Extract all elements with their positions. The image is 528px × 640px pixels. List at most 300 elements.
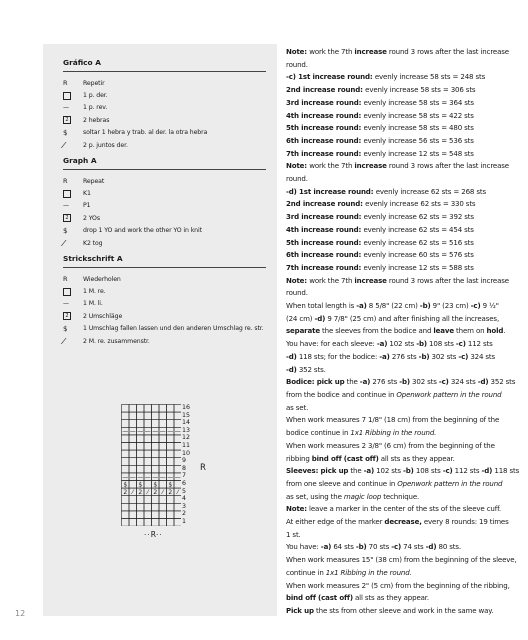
chart-cell <box>137 458 145 466</box>
text-segment: decrease, <box>384 517 422 527</box>
chart-cell <box>174 481 181 489</box>
text-line <box>286 541 491 554</box>
chart-cell <box>152 519 160 527</box>
text-segment: continue in <box>286 567 326 577</box>
chart-cell <box>122 435 130 443</box>
text-line <box>286 173 491 186</box>
text-segment: -a) <box>376 339 388 349</box>
legend-label: 1 p. der. <box>83 92 108 100</box>
text-segment: 1 st. <box>286 529 301 539</box>
text-segment: 276 sts <box>389 351 419 361</box>
chart-stitch-symbol: — <box>137 474 144 481</box>
text-line <box>286 491 491 504</box>
legend-row <box>63 175 266 187</box>
repeat-symbol-icon: R <box>63 79 68 88</box>
text-line <box>286 46 509 59</box>
chart-cell <box>129 465 137 473</box>
chart-cell <box>122 412 130 420</box>
chart-cell <box>174 511 181 519</box>
chart-cell <box>174 496 181 504</box>
chart-stitch-symbol: ⁄ <box>147 489 149 497</box>
chart-cell <box>174 443 181 451</box>
text-segment: all sts as they appear. <box>378 453 455 463</box>
chart-cell <box>144 420 152 428</box>
text-segment: 6th increase round: <box>286 135 364 145</box>
text-segment: -b) <box>418 351 430 361</box>
text-segment: 5th increase round: <box>286 123 364 133</box>
text-segment: -a) <box>359 377 371 387</box>
chart-cell <box>167 519 175 527</box>
text-segment: as set, using the <box>286 491 344 501</box>
chart-stitch-symbol: $ <box>168 481 173 489</box>
text-segment: -b) <box>403 466 414 476</box>
text-segment: 118 sts; for the bodice: <box>296 351 380 361</box>
text-line <box>286 237 491 250</box>
text-segment: 70 sts <box>366 542 392 552</box>
text-segment: bind off (cast off) <box>286 593 353 603</box>
chart-stitch-symbol: — <box>144 428 151 436</box>
chart-stitch-symbol: ⁄ <box>132 489 134 497</box>
text-segment: round. <box>286 59 308 69</box>
text-segment: increase <box>354 47 387 56</box>
text-segment: 4th increase round: <box>286 110 364 120</box>
legend-label: Repeat <box>83 177 105 185</box>
text-segment: When work measures 15" (38 cm) from the beginning of the sleeve, <box>286 555 517 565</box>
chart-cell <box>159 405 167 413</box>
text-line <box>286 122 491 135</box>
text-segment: the sleeves from the bodice and <box>319 326 434 336</box>
text-segment: -d) <box>477 377 489 387</box>
text-line <box>286 503 501 516</box>
text-segment: 7th increase round: <box>286 262 364 272</box>
text-segment: all sts as they appear. <box>352 593 429 603</box>
chart-stitch-symbol: — <box>167 428 174 436</box>
text-line <box>286 402 491 415</box>
chart-cell <box>167 443 175 451</box>
legend-row <box>63 298 266 310</box>
legend-label: 1 Umschlag fallen lassen und den anderen Umschlag re. str. <box>83 325 264 333</box>
chart-cell <box>137 496 145 504</box>
chart-stitch-symbol: $ <box>138 481 143 489</box>
chart-cell <box>122 465 130 473</box>
chart-cell <box>152 420 160 428</box>
double-yo-symbol-icon: 2 <box>63 116 71 124</box>
text-segment: 112 sts <box>452 466 482 476</box>
text-segment: (24 cm) <box>286 313 315 323</box>
legend-label: K1 <box>83 190 91 198</box>
text-segment: increase <box>354 161 387 171</box>
legend-row <box>63 212 266 224</box>
text-segment: -d) <box>481 466 493 476</box>
text-segment: round. <box>286 174 308 184</box>
legend-row <box>63 285 266 297</box>
text-segment: When work measures 7 1/8" (18 cm) from the beginning of the <box>286 415 500 425</box>
text-segment: evenly increase 60 sts = 576 sts <box>363 250 474 260</box>
chart-cell <box>167 511 175 519</box>
chart-cell <box>129 458 137 466</box>
text-segment: 3rd increase round: <box>286 97 364 107</box>
text-segment: 324 sts <box>448 377 478 387</box>
text-segment: -c) <box>438 377 449 387</box>
chart-stitch-symbol: — <box>167 474 174 481</box>
text-segment: Note: <box>286 47 310 56</box>
legend-label: K2 tog <box>83 239 103 247</box>
text-segment: 2nd increase round: <box>286 85 366 95</box>
chart-cell <box>129 503 137 511</box>
chart-cell <box>144 412 152 420</box>
chart-stitch-symbol: — <box>129 428 136 436</box>
chart-cell <box>144 458 152 466</box>
text-line <box>286 414 500 427</box>
text-segment: increase <box>354 275 387 285</box>
knit-symbol-icon <box>63 92 71 100</box>
text-segment: -d) <box>314 313 326 323</box>
chart-cell <box>159 450 167 458</box>
text-segment: evenly increase 58 sts = 422 sts <box>363 110 474 120</box>
legend-row <box>63 310 266 322</box>
chart-cell <box>159 496 167 504</box>
stitch-chart-grid <box>121 404 181 526</box>
text-segment: round 3 rows after the last increase <box>386 161 509 171</box>
drop-yo-symbol-icon: $ <box>63 226 68 235</box>
row-number: 15 <box>182 411 191 419</box>
legend-label: Wiederholen <box>83 275 121 283</box>
text-segment: bind off (cast off) <box>311 453 379 463</box>
text-line <box>286 427 491 440</box>
chart-stitch-symbol: — <box>159 474 166 481</box>
text-segment: 302 sts <box>409 377 439 387</box>
k2tog-symbol-icon: ⁄ <box>63 238 65 248</box>
text-segment: evenly increase 12 sts = 588 sts <box>363 262 474 272</box>
text-segment: . <box>503 326 506 336</box>
row-number: 13 <box>182 426 191 434</box>
row-number: 14 <box>182 419 191 427</box>
text-segment: 108 sts <box>426 339 456 349</box>
chart-cell <box>152 458 160 466</box>
row-number: 12 <box>182 434 191 442</box>
text-segment: the <box>348 466 364 476</box>
row-number: 6 <box>182 480 187 487</box>
text-line <box>286 389 502 402</box>
chart-cell <box>174 458 181 466</box>
row-number: 7 <box>182 472 187 480</box>
chart-cell <box>129 405 137 413</box>
repeat-label-bottom: ⋅⋅R⋅⋅ <box>144 530 163 539</box>
legend-label: P1 <box>83 202 91 210</box>
chart-cell <box>174 465 181 473</box>
text-segment: 1x1 Ribbing in the round. <box>325 567 412 577</box>
text-segment: -c) <box>458 351 469 361</box>
chart-cell <box>167 458 175 466</box>
text-segment: round 3 rows after the last increase <box>386 47 509 56</box>
text-line <box>286 135 491 148</box>
chart-cell <box>137 465 145 473</box>
chart-cell <box>122 450 130 458</box>
text-segment: Bodice: pick up <box>286 377 345 387</box>
text-segment: Note: <box>286 275 310 285</box>
text-segment: every 8 rounds: 19 times <box>421 517 509 527</box>
chart-cell <box>129 519 137 527</box>
chart-cell <box>129 420 137 428</box>
legend-row <box>63 225 266 237</box>
page-number: 12 <box>15 609 26 618</box>
double-yo-symbol-icon: 2 <box>63 312 71 320</box>
text-line <box>286 338 491 351</box>
purl-symbol-icon: — <box>63 300 69 308</box>
chart-cell <box>144 435 152 443</box>
chart-cell <box>174 450 181 458</box>
text-segment: Openwork pattern in the round <box>396 389 502 399</box>
chart-cell <box>122 503 130 511</box>
chart-cell <box>167 450 175 458</box>
chart-cell <box>137 519 145 527</box>
text-line <box>286 313 500 326</box>
legend-label: 2 M. re. zusammenstr. <box>83 337 150 345</box>
text-segment: 1x1 Ribbing in the round. <box>350 428 437 438</box>
text-line <box>286 97 491 110</box>
text-segment: evenly increase 56 sts = 536 sts <box>363 135 474 145</box>
chart-stitch-symbol: — <box>144 474 151 481</box>
text-segment: 3rd increase round: <box>286 212 364 222</box>
text-line <box>286 287 491 300</box>
chart-stitch-symbol: — <box>174 428 181 436</box>
legend-label: drop 1 YO and work the other YO in knit <box>83 227 202 235</box>
text-segment: work the 7th <box>309 161 355 171</box>
legend-row <box>63 237 266 249</box>
text-segment: 302 sts <box>429 351 459 361</box>
double-yo-symbol-icon: 2 <box>63 214 71 222</box>
chart-cell <box>137 420 145 428</box>
repeat-symbol-icon: R <box>63 275 68 284</box>
text-line <box>286 262 491 275</box>
legend-row <box>63 139 266 151</box>
chart-cell <box>144 511 152 519</box>
text-segment: ribbing <box>286 453 312 463</box>
chart-stitch-symbol: — <box>137 428 144 436</box>
text-line <box>286 186 491 199</box>
text-segment: from one sleeve and continue in <box>286 478 398 488</box>
knit-symbol-icon <box>63 288 71 296</box>
legend-label: 2 p. juntos der. <box>83 141 128 149</box>
chart-cell <box>137 450 145 458</box>
text-segment: 64 sts <box>331 542 356 552</box>
chart-cell <box>159 412 167 420</box>
chart-cell <box>129 412 137 420</box>
chart-stitch-symbol: — <box>174 474 181 481</box>
chart-stitch-symbol: — <box>152 474 159 481</box>
text-segment: leave a marker in the center of the sts of the sleeve cuff. <box>306 504 501 514</box>
legend-row <box>63 335 266 347</box>
chart-cell <box>174 405 181 413</box>
chart-cell <box>152 503 160 511</box>
purl-symbol-icon: — <box>63 202 69 210</box>
chart-cell <box>152 496 160 504</box>
text-segment: evenly increase 58 sts = 248 sts <box>374 72 486 82</box>
text-segment: 118 sts <box>492 466 520 476</box>
text-segment: -a) <box>363 466 375 476</box>
purl-symbol-icon: — <box>63 104 69 112</box>
text-segment: Openwork pattern in the round <box>397 478 503 488</box>
text-segment: -b) <box>399 377 410 387</box>
text-segment: 2nd increase round: <box>286 199 366 209</box>
chart-cell <box>137 405 145 413</box>
chart-stitch-symbol: $ <box>123 481 128 489</box>
text-segment: 5th increase round: <box>286 237 364 247</box>
text-segment: bodice continue in <box>286 428 351 438</box>
legend-label: 2 hebras <box>83 116 110 124</box>
text-segment: the sts from other sleeve and work in the same way. <box>313 605 494 615</box>
chart-stitch-symbol: — <box>129 474 136 481</box>
chart-cell <box>152 450 160 458</box>
legend-row <box>63 200 266 212</box>
text-segment: -d) <box>425 542 437 552</box>
chart-cell <box>167 405 175 413</box>
text-segment: round 3 rows after the last increase <box>386 275 509 285</box>
text-segment: -b) <box>355 542 367 552</box>
text-line <box>286 605 494 618</box>
text-line <box>286 71 491 84</box>
legend-row <box>63 273 266 285</box>
text-line <box>286 160 509 173</box>
chart-cell <box>137 435 145 443</box>
text-segment: 112 sts <box>465 339 493 349</box>
legend-label: soltar 1 hebra y trab. al der. la otra hebra <box>83 129 208 137</box>
text-line <box>286 376 516 389</box>
text-line <box>286 275 509 288</box>
text-segment: from the bodice and continue in <box>286 389 397 399</box>
text-segment: When total length is <box>286 301 357 311</box>
k2tog-symbol-icon: ⁄ <box>63 336 65 346</box>
text-line <box>286 224 491 237</box>
chart-stitch-symbol: 2 <box>153 489 158 497</box>
knit-symbol-icon <box>63 190 71 198</box>
text-line <box>286 148 491 161</box>
chart-cell <box>144 481 152 489</box>
legend-row <box>63 102 266 114</box>
text-segment: leave <box>433 326 454 336</box>
chart-cell <box>144 450 152 458</box>
text-segment: -c) 1st increase round: <box>286 72 375 82</box>
chart-cell <box>174 503 181 511</box>
chart-cell <box>159 503 167 511</box>
text-segment: round. <box>286 288 308 298</box>
chart-cell <box>137 443 145 451</box>
chart-cell <box>167 503 175 511</box>
chart-cell <box>122 443 130 451</box>
text-line <box>286 364 491 377</box>
k2tog-symbol-icon: ⁄ <box>63 140 65 150</box>
text-line <box>286 529 491 542</box>
chart-cell <box>137 511 145 519</box>
row-number: 9 <box>182 457 187 465</box>
text-segment: evenly increase 62 sts = 330 sts <box>365 199 476 209</box>
chart-cell <box>122 420 130 428</box>
chart-cell <box>122 519 130 527</box>
chart-cell <box>159 511 167 519</box>
legend-row <box>63 323 266 335</box>
chart-cell <box>122 511 130 519</box>
text-segment: 352 sts. <box>296 364 326 374</box>
chart-cell <box>144 443 152 451</box>
text-segment: evenly increase 12 sts = 548 sts <box>363 148 474 158</box>
text-segment: When work measures 2 3/8" (6 cm) from the beginning of the <box>286 440 495 450</box>
chart-cell <box>167 435 175 443</box>
text-segment: -c) <box>391 542 402 552</box>
chart-stitch-symbol: ⁄ <box>177 489 179 497</box>
text-segment: When work measures 2" (5 cm) from the beginning of the ribbing, <box>286 580 510 590</box>
text-segment: -d) 1st increase round: <box>286 186 376 196</box>
chart-cell <box>129 481 137 489</box>
text-segment: magic loop <box>343 491 382 501</box>
instructions-text <box>286 46 520 618</box>
text-segment: as set. <box>286 402 309 412</box>
chart-cell <box>174 420 181 428</box>
text-segment: 7th increase round: <box>286 148 364 158</box>
chart-cell <box>159 519 167 527</box>
chart-cell <box>137 503 145 511</box>
text-line <box>286 580 510 593</box>
chart-cell <box>167 420 175 428</box>
text-segment: 102 sts <box>387 339 417 349</box>
chart-cell <box>129 443 137 451</box>
legend-row <box>63 187 266 199</box>
text-segment: the <box>344 377 360 387</box>
text-segment: evenly increase 62 sts = 516 sts <box>363 237 474 247</box>
chart-cell <box>144 503 152 511</box>
text-segment: 9" (23 cm) <box>430 301 471 311</box>
legend-english <box>63 156 266 249</box>
text-segment: -a) <box>379 351 390 361</box>
text-line <box>286 249 491 262</box>
text-segment: evenly increase 58 sts = 480 sts <box>363 123 474 133</box>
chart-cell <box>159 481 167 489</box>
text-segment: -a) <box>320 542 332 552</box>
chart-cell <box>129 435 137 443</box>
legend-row <box>63 114 266 126</box>
text-segment: 6th increase round: <box>286 250 364 260</box>
row-number: 4 <box>182 495 187 503</box>
chart-cell <box>167 496 175 504</box>
text-segment: 80 sts. <box>436 542 461 552</box>
text-segment: technique. <box>381 491 420 501</box>
drop-yo-symbol-icon: $ <box>63 324 68 333</box>
text-segment: -c) <box>442 466 453 476</box>
chart-stitch-symbol: 2 <box>168 489 173 497</box>
row-number: 16 <box>182 404 191 411</box>
legend-title: Graph A <box>63 156 97 165</box>
text-segment: hold <box>486 326 504 336</box>
row-number: 3 <box>182 502 187 510</box>
chart-cell <box>167 412 175 420</box>
chart-cell <box>152 412 160 420</box>
text-segment: -a) <box>356 301 367 311</box>
chart-stitch-symbol: — <box>122 474 129 481</box>
chart-cell <box>129 496 137 504</box>
chart-cell <box>137 412 145 420</box>
legend-label: 2 YOs <box>83 214 100 222</box>
text-segment: evenly increase 62 sts = 268 sts <box>375 186 486 196</box>
text-segment: evenly increase 58 sts = 364 sts <box>363 97 474 107</box>
chart-stitch-symbol: 2 <box>138 489 143 497</box>
text-segment: 8 5/8" (22 cm) <box>366 301 420 311</box>
text-line <box>286 465 520 478</box>
text-segment: You have: <box>286 542 321 552</box>
legend-label: Repetir <box>83 79 105 87</box>
row-number: 8 <box>182 464 187 472</box>
text-line <box>286 325 506 338</box>
text-segment: 74 sts <box>401 542 426 552</box>
text-segment: -b) <box>419 301 431 311</box>
